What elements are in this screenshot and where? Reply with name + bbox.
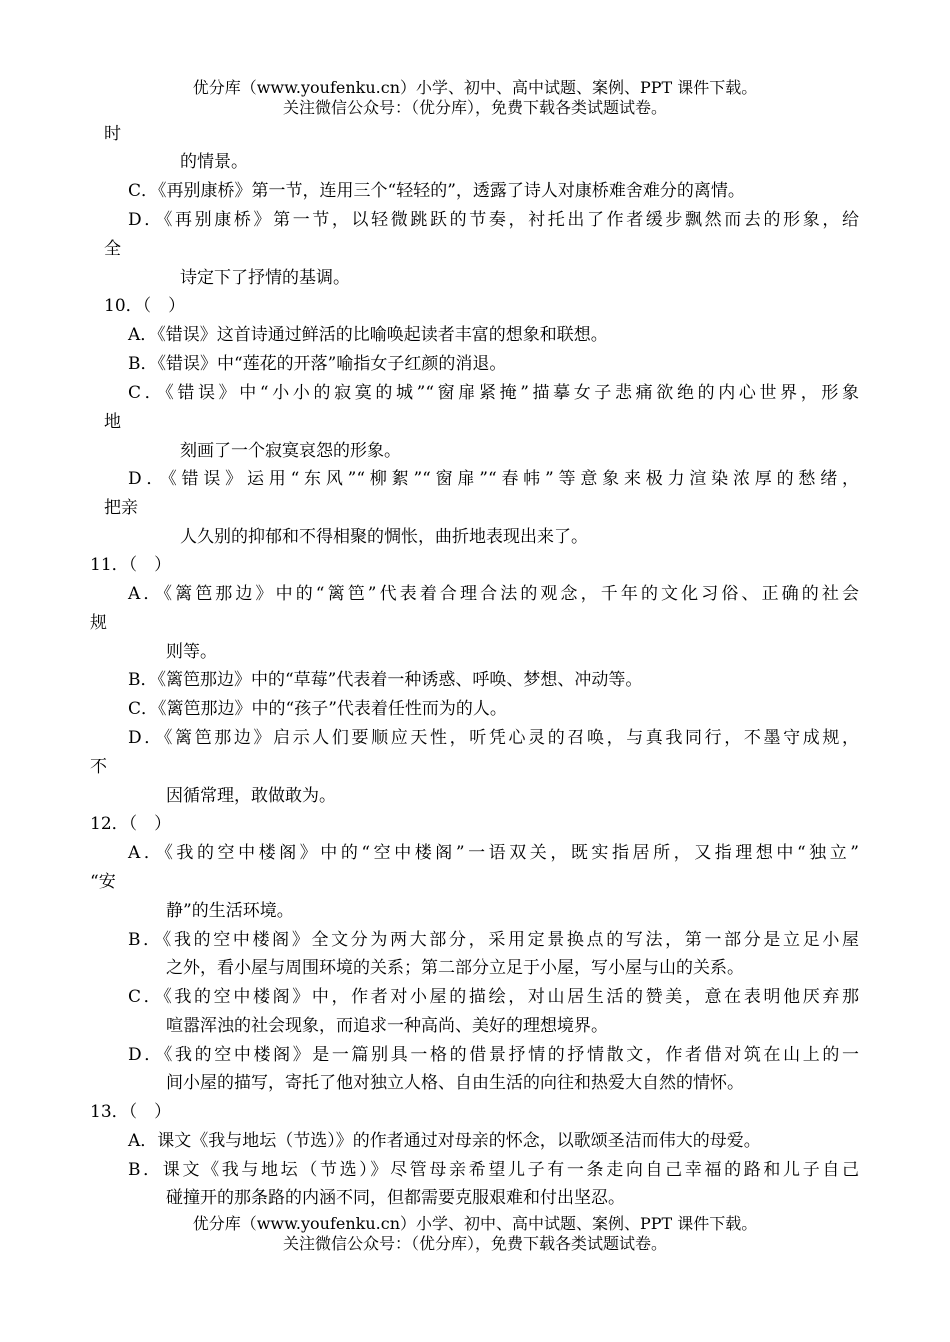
- header-line-1: 优分库（www.youfenku.cn）小学、初中、高中试题、案例、PPT 课件下载。: [192, 78, 758, 97]
- footer-line-2: 关注微信公众号：（优分库），免费下载各类试题试卷。: [282, 1234, 667, 1253]
- text-line: 人久别的抑郁和不得相聚的惆怅，曲折地表现出来了。: [180, 527, 588, 547]
- text-line: 因循常理，敢做敢为。: [166, 786, 336, 806]
- question-number: 10．（ ）: [104, 296, 186, 316]
- text-line: 的情景。: [180, 152, 248, 172]
- option-line: B．课文《我与地坛（节选）》尽管母亲希望儿子有一条走向自己幸福的路和儿子自己: [128, 1160, 859, 1180]
- option-line: C．《错误》中“小小的寂寞的城”“窗扉紧掩”描摹女子悲痛欲绝的内心世界，形象: [128, 383, 859, 403]
- text-line: 诗定下了抒情的基调。: [180, 268, 350, 288]
- header-line-2: 关注微信公众号：（优分库），免费下载各类试题试卷。: [282, 98, 667, 117]
- text-line: 全: [104, 239, 121, 259]
- option-line: C．《再别康桥》第一节，连用三个“轻轻的”，透露了诗人对康桥难舍难分的离情。: [128, 181, 745, 201]
- text-line: 静”的生活环境。: [166, 901, 294, 921]
- option-line: D．《再别康桥》第一节，以轻微跳跃的节奏，衬托出了作者缓步飘然而去的形象，给: [128, 210, 859, 230]
- option-line: D．《错误》运用“东风”“柳絮”“窗扉”“春帏”等意象来极力渲染浓厚的愁绪，: [128, 469, 859, 489]
- text-line: 之外，看小屋与周围环境的关系；第二部分立足于小屋，写小屋与山的关系。: [166, 958, 744, 978]
- option-line: B．《我的空中楼阁》全文分为两大部分，采用定景换点的写法，第一部分是立足小屋: [128, 930, 859, 950]
- option-line: D．《篱笆那边》启示人们要顺应天性，听凭心灵的召唤，与真我同行，不墨守成规，: [128, 728, 859, 748]
- text-line: 间小屋的描写，寄托了他对独立人格、自由生活的向往和热爱大自然的情怀。: [166, 1073, 744, 1093]
- footer-line-1: 优分库（www.youfenku.cn）小学、初中、高中试题、案例、PPT 课件下载。: [192, 1214, 758, 1233]
- text-line: 不: [90, 757, 107, 777]
- text-line: 地: [104, 412, 121, 432]
- text-line: 刻画了一个寂寞哀怨的形象。: [180, 441, 401, 461]
- text-line: 则等。: [166, 642, 217, 662]
- option-line: A．《我的空中楼阁》中的“空中楼阁”一语双关，既实指居所，又指理想中“独立”: [128, 843, 859, 863]
- text-line: “安: [90, 872, 116, 892]
- option-line: A．《错误》这首诗通过鲜活的比喻唤起读者丰富的想象和联想。: [128, 325, 608, 345]
- text-line: 把亲: [104, 498, 138, 518]
- option-line: A．课文《我与地坛（节选）》的作者通过对母亲的怀念，以歌颂圣洁而伟大的母爱。: [128, 1131, 761, 1151]
- option-line: B．《错误》中“莲花的开落”喻指女子红颜的消退。: [128, 354, 507, 374]
- option-line: C．《我的空中楼阁》中，作者对小屋的描绘，对山居生活的赞美，意在表明他厌弃那: [128, 987, 859, 1007]
- option-line: C．《篱笆那边》中的“孩子”代表着任性而为的人。: [128, 699, 507, 719]
- question-number: 11．（ ）: [90, 555, 172, 575]
- option-line: D．《我的空中楼阁》是一篇别具一格的借景抒情的抒情散文，作者借对筑在山上的一: [128, 1045, 859, 1065]
- option-line: A．《篱笆那边》中的“篱笆”代表着合理合法的观念，千年的文化习俗、正确的社会: [128, 584, 859, 604]
- option-line: B．《篱笆那边》中的“草莓”代表着一种诱惑、呼唤、梦想、冲动等。: [128, 670, 643, 690]
- text-line: 喧嚣浑浊的社会现象，而追求一种高尚、美好的理想境界。: [166, 1016, 608, 1036]
- text-line: 碰撞开的那条路的内涵不同，但都需要克服艰难和付出坚忍。: [166, 1188, 625, 1208]
- question-number: 12．（ ）: [90, 814, 172, 834]
- text-line: 时: [104, 124, 121, 144]
- question-number: 13．（ ）: [90, 1102, 172, 1122]
- text-line: 规: [90, 613, 107, 633]
